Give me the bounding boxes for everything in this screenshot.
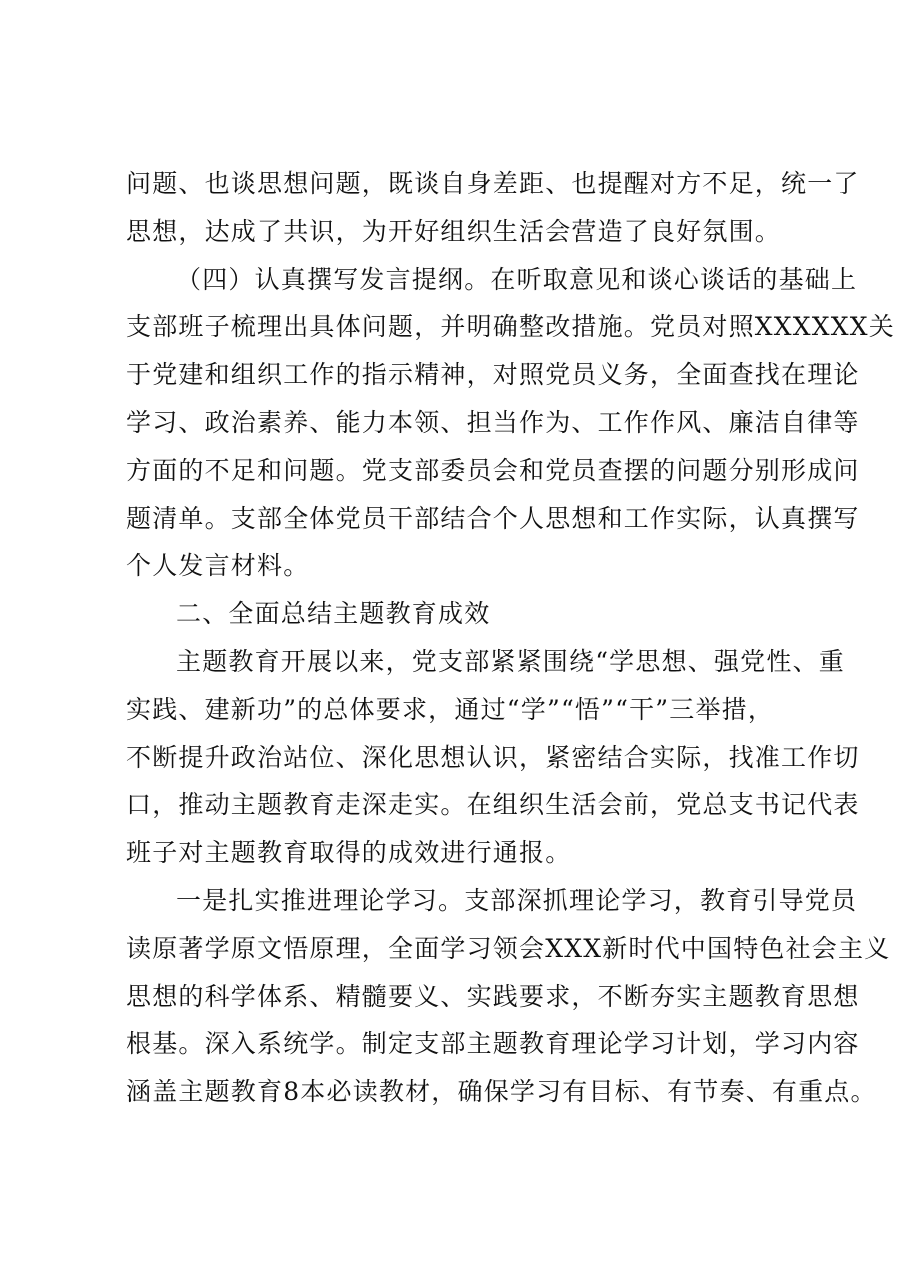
text-line: 思想的科学体系、精髓要义、实践要求，不断夯实主题教育思想 [126, 981, 860, 1011]
text-line: 方面的不足和问题。党支部委员会和党员查摆的问题分别形成问 [126, 455, 860, 485]
section-heading: 二、全面总结主题教育成效 [176, 599, 491, 629]
text-line: 题清单。支部全体党员干部结合个人思想和工作实际，认真撰写 [126, 503, 860, 533]
text-line: 根基。深入系统学。制定支部主题教育理论学习计划，学习内容 [126, 1029, 860, 1059]
text-line: 一是扎实推进理论学习。支部深抓理论学习，教育引导党员 [176, 885, 858, 915]
text-line: （四）认真撰写发言提纲。在听取意见和谈心谈话的基础上 [176, 264, 858, 294]
document-body [126, 160, 895, 1116]
text-line: 班子对主题教育取得的成效进行通报。 [126, 838, 572, 868]
text-line: 支部班子梳理出具体问题，并明确整改措施。党员对照XXXXXX关 [126, 312, 895, 342]
text-line: 读原著学原文悟原理，全面学习领会XXX新时代中国特色社会主义 [126, 933, 891, 963]
text-line: 问题、也谈思想问题，既谈自身差距、也提醒对方不足，统一了 [126, 169, 860, 198]
text-line: 学习、政治素养、能力本领、担当作为、工作作风、廉洁自律等 [126, 407, 860, 437]
text-line: 不断提升政治站位、深化思想认识，紧密结合实际，找准工作切 [126, 742, 860, 772]
text-line: 口，推动主题教育走深走实。在组织生活会前，党总支书记代表 [126, 790, 860, 820]
text-line: 实践、建新功”的总体要求，通过“学”“悟”“干”三举措， [126, 694, 775, 724]
text-line: 涵盖主题教育8本必读教材，确保学习有目标、有节奏、有重点。 [126, 1077, 877, 1107]
text-line: 思想，达成了共识，为开好组织生活会营造了良好氛围。 [126, 216, 782, 246]
text-line: 于党建和组织工作的指示精神，对照党员义务，全面查找在理论 [126, 360, 860, 390]
text-line: 主题教育开展以来，党支部紧紧围绕“学思想、强党性、重 [176, 646, 845, 676]
text-line: 个人发言材料。 [126, 551, 310, 581]
